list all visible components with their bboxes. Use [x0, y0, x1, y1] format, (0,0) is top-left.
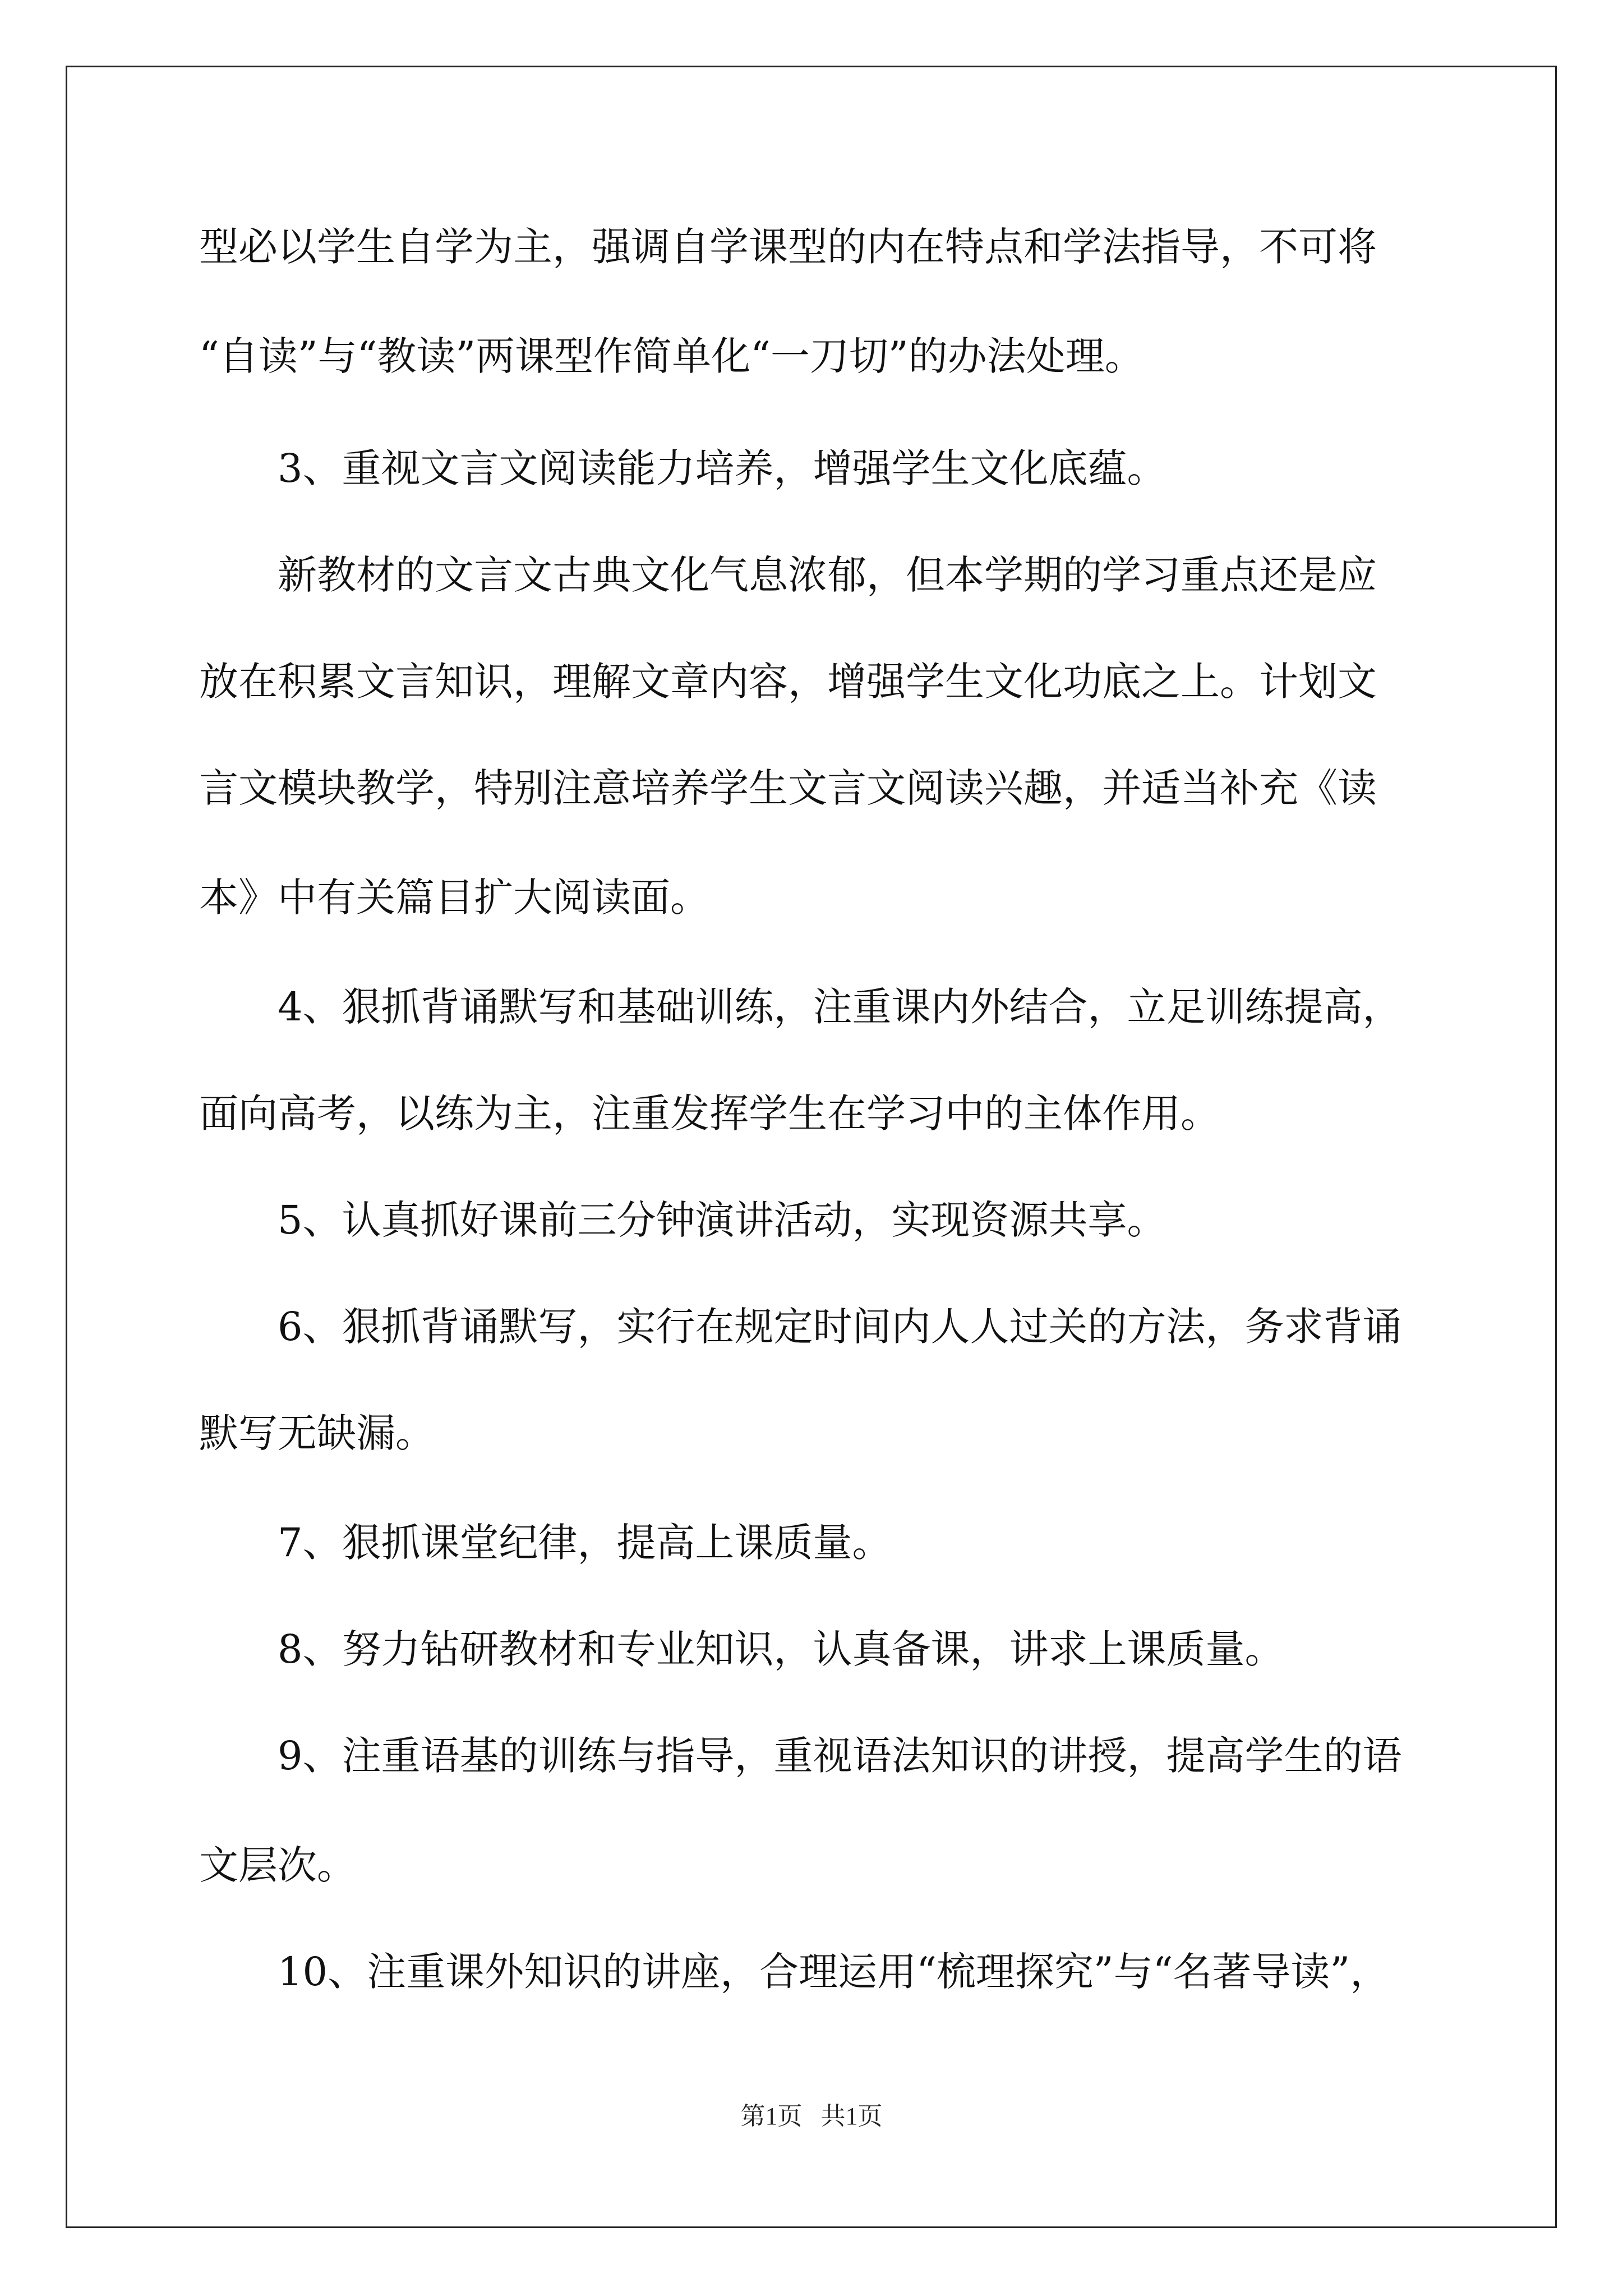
- body-line-5: 放在积累文言知识，理解文章内容，增强学生文化功底之上。计划文: [199, 659, 1377, 705]
- body-line-4: 新教材的文言文古典文化气息浓郁，但本学期的学习重点还是应: [199, 552, 1377, 598]
- body-line-7: 本》中有关篇目扩大阅读面。: [199, 875, 709, 921]
- body-line-11: 6、狠抓背诵默写，实行在规定时间内人人过关的方法，务求背诵: [199, 1304, 1402, 1350]
- body-line-14: 8、努力钻研教材和专业知识，认真备课，讲求上课质量。: [199, 1626, 1284, 1672]
- body-line-10: 5、认真抓好课前三分钟演讲活动，实现资源共享。: [199, 1197, 1166, 1243]
- body-line-13: 7、狠抓课堂纪律，提高上课质量。: [199, 1520, 892, 1566]
- body-line-6: 言文模块教学，特别注意培养学生文言文阅读兴趣，并适当补充《读: [199, 765, 1377, 811]
- body-line-8: 4、狠抓背诵默写和基础训练，注重课内外结合，立足训练提高，: [199, 984, 1402, 1030]
- body-line-12: 默写无缺漏。: [199, 1410, 435, 1456]
- page-border: [66, 66, 1557, 2228]
- body-line-9: 面向高考，以练为主，注重发挥学生在学习中的主体作用。: [199, 1091, 1220, 1137]
- body-line-1: 型必以学生自学为主，强调自学课型的内在特点和学法指导，不可将: [199, 224, 1377, 270]
- body-line-3: 3、重视文言文阅读能力培养，增强学生文化底蕴。: [199, 445, 1166, 491]
- body-line-15: 9、注重语基的训练与指导，重视语法知识的讲授，提高学生的语: [199, 1733, 1402, 1779]
- page-number-footer: 第1页 共1页: [740, 2102, 883, 2130]
- body-line-17: 10、注重课外知识的讲座，合理运用“梳理探究”与“名著导读”，: [199, 1949, 1390, 1995]
- body-line-2: “自读”与“教读”两课型作简单化“一刀切”的办法处理。: [199, 333, 1144, 379]
- body-line-16: 文层次。: [199, 1842, 356, 1888]
